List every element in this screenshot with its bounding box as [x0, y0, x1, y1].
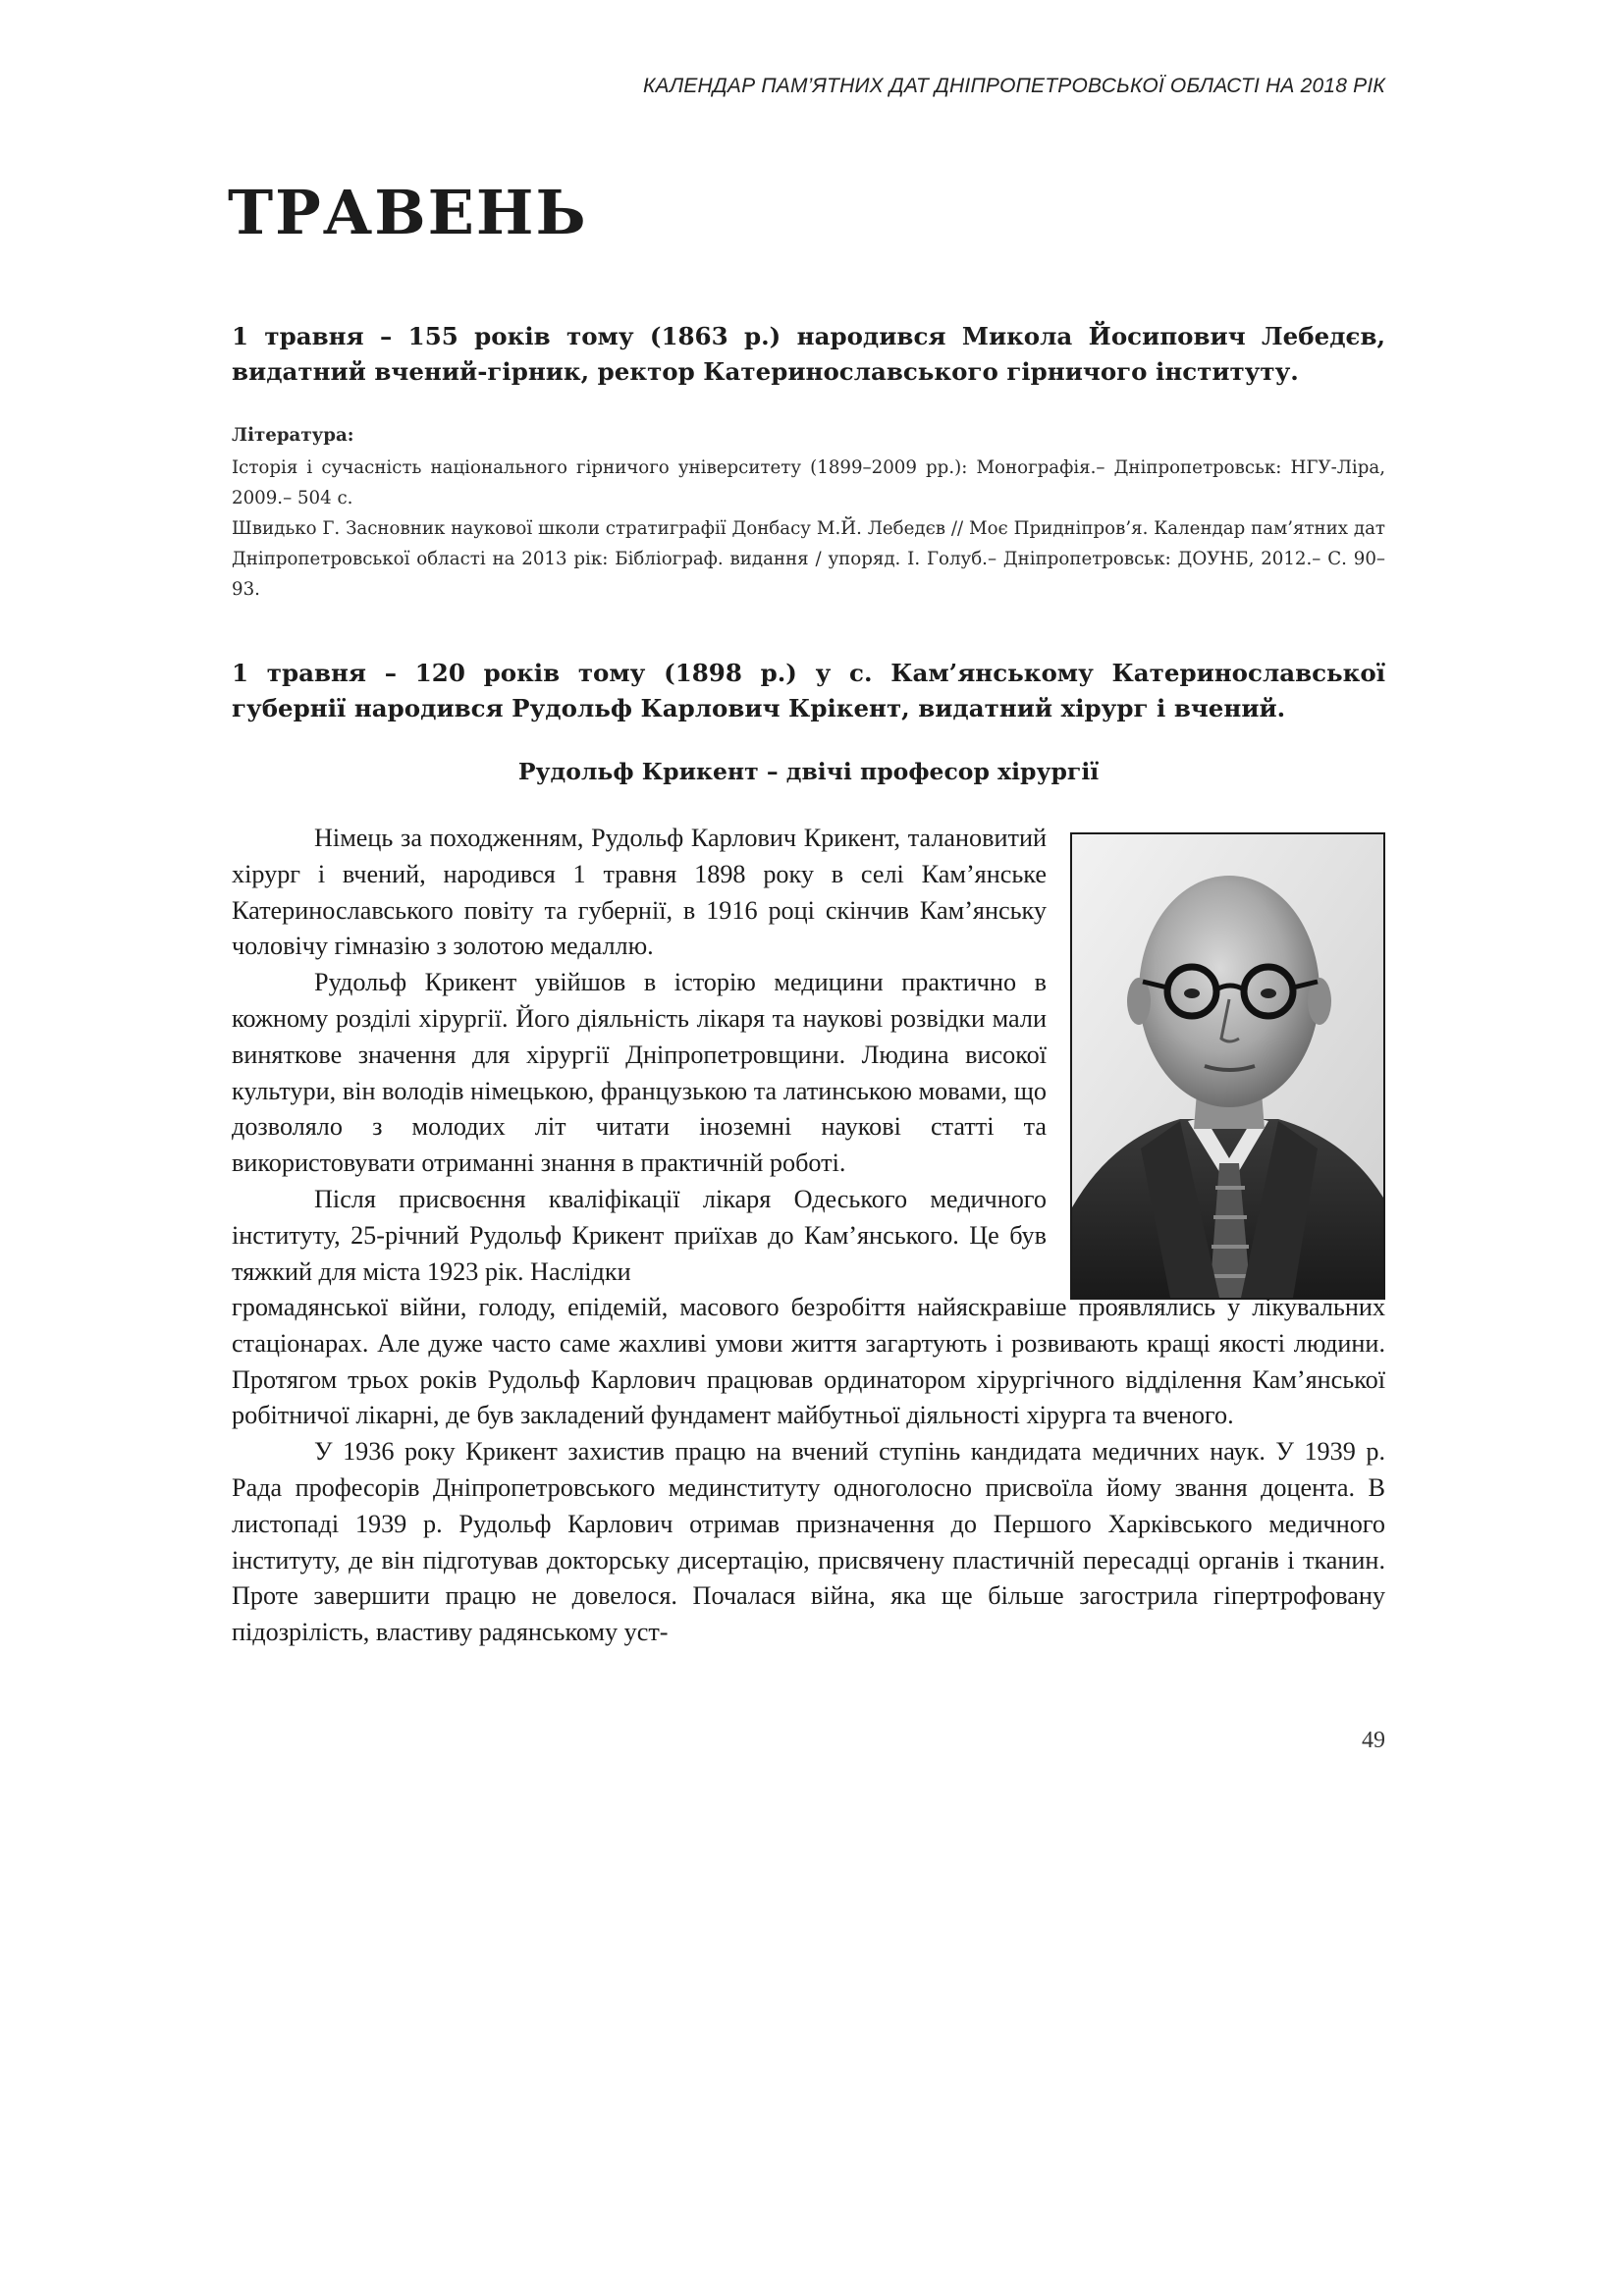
article-paragraph: Німець за походженням, Рудольф Карлович Крикент, талановитий хірург і вчений, народився 1 травня 1898 року в селі Кам’янське Катеринославського повіту та губернії, в 1916 році скінчив Кам’янську чоловічу гімназію з золотою медаллю. [232, 824, 1047, 961]
entry-heading-krikent: 1 травня – 120 років тому (1898 р.) у с. Кам’янському Катеринославської губернії народився Рудольф Карлович Крікент, видатний хірург і вчений. [232, 659, 1385, 722]
article-body-top [232, 821, 1047, 1290]
article-paragraph: У 1936 року Крикент захистив працю на вчений ступінь кандидата медичних наук. У 1939 р. Рада професорів Дніпропетровського мединституту одноголосно присвоїла йому звання доцента. В листопаді 1939 р. Рудольф Карлович отримав призначення до Першого Харківського медичного інституту, де він підготував докторську дисертацію, присвячену пластичній пересадці органів і тканин. Проте завершити працю не довелося. Почалася війна, яка ще більше загострила гіпертрофовану підозрілість, властиву радянському уст- [232, 1437, 1385, 1647]
portrait-image [1072, 834, 1383, 1298]
literature-item: Швидько Г. Засновник наукової школи стратиграфії Донбасу М.Й. Лебедєв // Моє Придніпров’я. Календар пам’ятних дат Дніпропетровської області на 2013 рік: Бібліограф. видання / упоряд. І. Голуб.– Дніпропетровськ: ДОУНБ, 2012.– С. 90–93. [232, 518, 1385, 600]
running-header: КАЛЕНДАР ПАМ’ЯТНИХ ДАТ ДНІПРОПЕТРОВСЬКОЇ ОБЛАСТІ НА 2018 РІК [642, 75, 1385, 97]
literature-block [232, 420, 1385, 605]
article-paragraph: Рудольф Крикент увійшов в історію медицини практично в кожному розділі хірургії. Його діяльність лікаря та наукові розвідки мали виняткове значення для хірургії Дніпропетровщини. Людина високої культури, він володів німецькою, французькою та латинською мовами, що дозволяло з молодих літ читати іноземні наукові статті та використовувати отриманні знання в практичній роботі. [232, 968, 1047, 1178]
article-paragraph: Після присвоєння кваліфікації лікаря Одеського медичного інституту, 25-річний Рудольф Крикент приїхав до Кам’янського. Це був тяжкий для міста 1923 рік. Наслідки [232, 1184, 1047, 1286]
portrait-photo [1070, 832, 1385, 1300]
article-body-bottom [232, 1290, 1385, 1651]
month-title: ТРАВЕНЬ [228, 177, 588, 248]
entry-heading-lebedev: 1 травня – 155 років тому (1863 р.) народився Микола Йосипович Лебедєв, видатний вчений-гірник, ректор Катеринославського гірничого інституту. [232, 322, 1385, 386]
article-paragraph-continuation: громадянської війни, голоду, епідемій, масового безробіття найяскравіше проявлялись у лікувальних стаціонарах. Але дуже часто саме жахливі умови життя загартують і розвивають кращі якості людини. Протягом трьох років Рудольф Карлович працював ординатором хірургічного відділення Кам’янської робітничої лікарні, де був закладений фундамент майбутньої діяльності хірурга та вченого. [232, 1293, 1385, 1430]
literature-item: Історія і сучасність національного гірничого університету (1899–2009 рр.): Монографія.– Дніпропетровськ: НГУ-Ліра, 2009.– 504 с. [232, 457, 1385, 508]
article-title: Рудольф Крикент – двічі професор хірургії [517, 758, 1100, 785]
page-number: 49 [1362, 1728, 1385, 1753]
literature-title: Література: [232, 425, 354, 446]
